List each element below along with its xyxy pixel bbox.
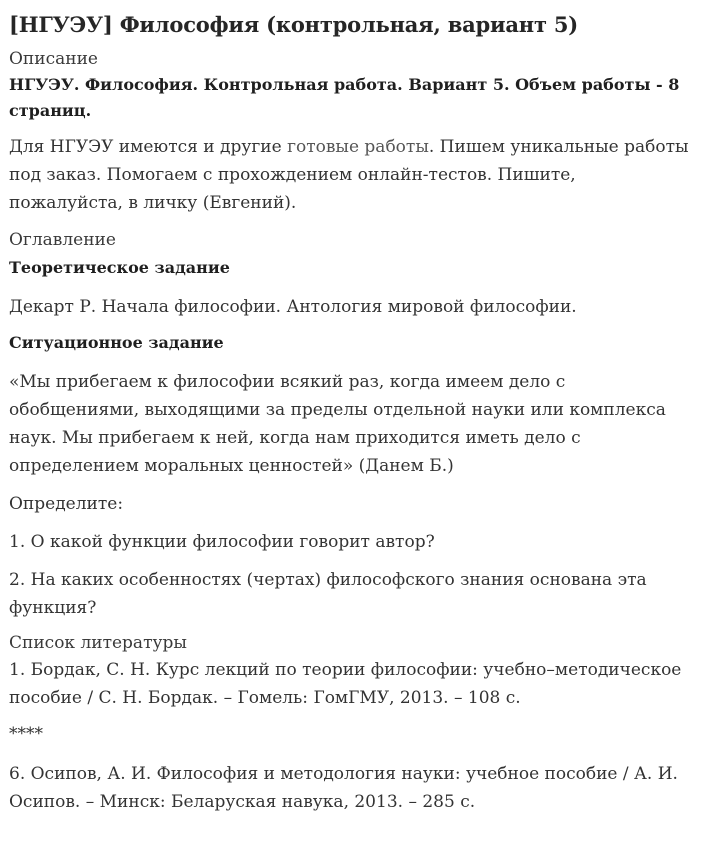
literature-section (9, 632, 695, 816)
description-text-start: Для НГУЭУ имеются и другие (9, 137, 288, 157)
description-text-end: . Пишем уникальные работы под заказ. Помогаем с прохождением онлайн-тестов. Пишите, пожалуйста, в личку (Евгений). (9, 137, 689, 213)
description-text (9, 133, 695, 217)
ready-works-link[interactable]: готовые работы (287, 137, 429, 157)
toc-section (9, 229, 695, 622)
literature-label: Список литературы (9, 633, 187, 653)
description-label: Описание (9, 49, 98, 69)
question-2: 2. На каких особенностях (чертах) философского знания основана эта функция? (9, 570, 647, 618)
description-section (9, 48, 695, 217)
theory-heading: Теоретическое задание (9, 258, 230, 277)
literature-item: 6. Осипов, А. И. Философия и методология науки: учебное пособие / А. И. Осипов. – Минск: Беларуская навука, 2013. – 285 с. (9, 764, 678, 812)
literature-separator: **** (9, 724, 43, 744)
situation-quote: «Мы прибегаем к философии всякий раз, когда имеем дело с обобщениями, выходящими за пределы отдельной науки или комплекса наук. Мы прибегаем к ней, когда нам приходится иметь дело с определением моральных ценностей» (Данем Б.) (9, 372, 666, 476)
situation-heading: Ситуационное задание (9, 333, 224, 352)
question-1: 1. О какой функции философии говорит автор? (9, 532, 435, 552)
description-lead: НГУЭУ. Философия. Контрольная работа. Вариант 5. Объем работы - 8 страниц. (9, 75, 680, 120)
literature-item: 1. Бордак, С. Н. Курс лекций по теории философии: учебно–методическое пособие / С. Н. Бордак. – Гомель: ГомГМУ, 2013. – 108 с. (9, 660, 682, 708)
define-label: Определите: (9, 494, 124, 514)
page-title: [НГУЭУ] Философия (контрольная, вариант 5) (9, 12, 579, 37)
toc-label: Оглавление (9, 230, 116, 250)
theory-text: Декарт Р. Начала философии. Антология мировой философии. (9, 297, 577, 317)
